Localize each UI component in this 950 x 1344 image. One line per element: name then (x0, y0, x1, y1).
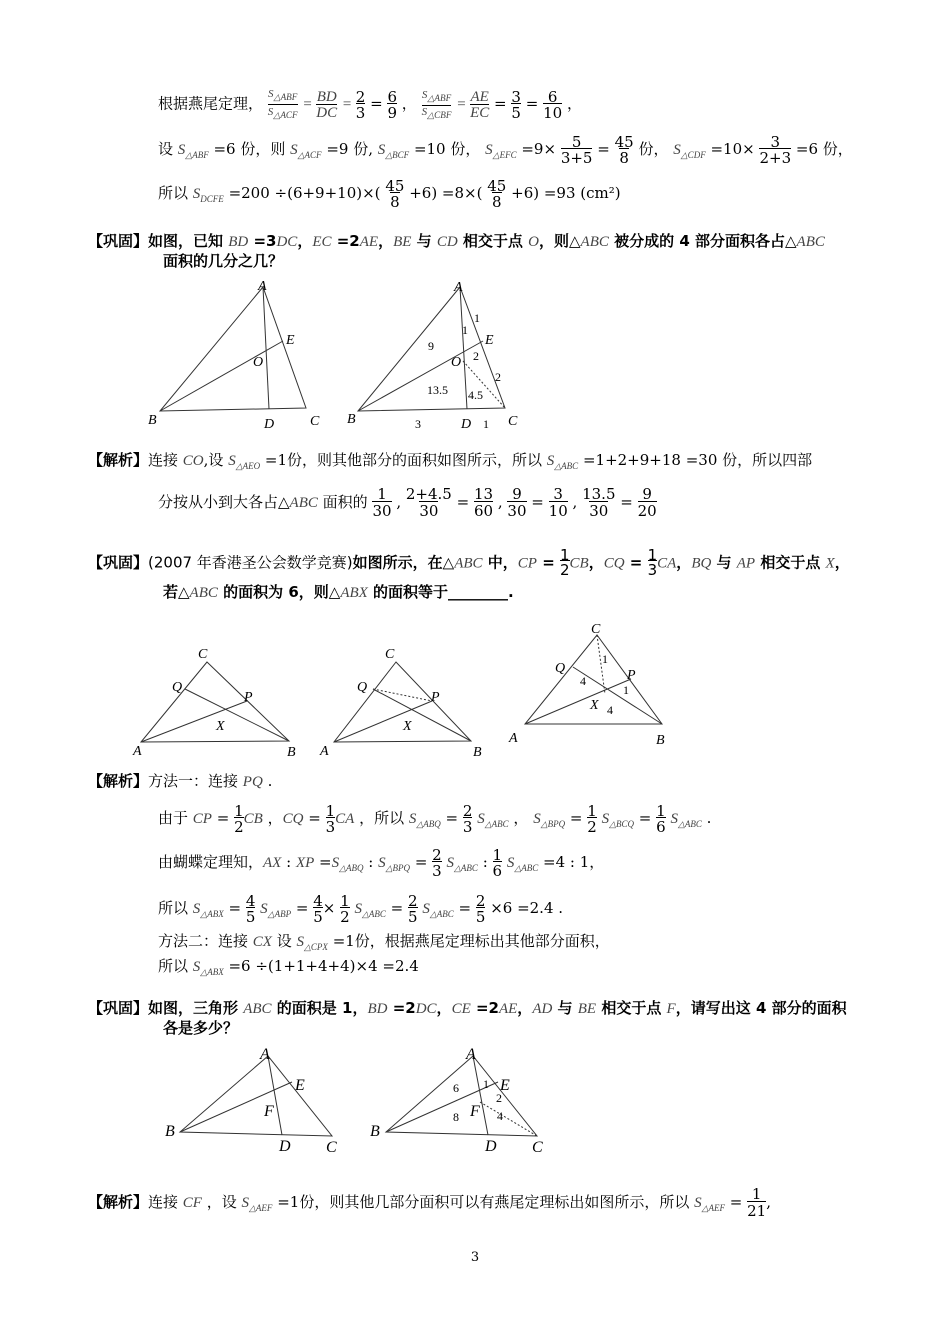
fig2b-label-q: Q (357, 680, 368, 695)
fig3a-label-f: F (264, 1103, 274, 1120)
page-number: 3 (470, 1250, 480, 1265)
fig3a-label-e: E (295, 1077, 305, 1094)
fig1b-num: 13.5 (427, 383, 448, 397)
fig2a-label-c: C (198, 647, 208, 662)
fig1a-label-e: E (286, 333, 295, 348)
fig1a-label-b: B (148, 413, 157, 428)
fig1a-label-a: A (258, 279, 267, 294)
line-total: 所以 $S_{DCFE} =200 \div(6+9+10)\times$( 45 8 +6) =8×( 45 8 +6) =93 (cm²) (158, 177, 621, 211)
fig2b-label-c: C (385, 647, 395, 662)
fig2c-label-b: B (656, 733, 665, 748)
figure-3 (160, 1040, 560, 1160)
fig3b-triangle (386, 1056, 537, 1136)
fig3b-label-a: A (466, 1046, 476, 1063)
solution-2-line-5: 方法二：连接 CX 设 $S_{\triangle CPX} =1$份，根据燕尾定理标出其他部分面积， (158, 932, 610, 952)
fig3b-label-e: E (500, 1077, 510, 1094)
fig2a-label-b: B (287, 745, 296, 760)
fig1b-num: 2 (473, 349, 479, 363)
fig2a-label-x: X (216, 719, 225, 734)
solution-1-line-1: 【解析】连接 CO,设 $S_{\triangle AEO} =1$份，则其他部分的面积如图所示，所以 $S_{\triangle ABC} =1+2+9+18 =30$ 份，所以四部 (88, 451, 813, 471)
fig1b-label-b: B (347, 412, 356, 427)
solution-1-line-2: 分按从小到大各占△ABC 面积的 1 30 , 2+4.5 30 = 13 60 , 9 30 = 3 10 , 13.5 30 = 9 20 (158, 485, 657, 520)
fig3b-num: 8 (453, 1110, 459, 1124)
solution-3-line-1: 【解析】连接 CF ，设 $S_{\triangle AEF} =1$份，则其他几部分面积可以有燕尾定理标出如图所示，所以 $S_{\triangle AEF} = 1$ 21, (88, 1185, 772, 1220)
fig2c-label-p: P (627, 668, 636, 683)
fig3b-label-f: F (470, 1103, 480, 1120)
fig1b-num: 4.5 (468, 388, 483, 402)
question-1-line-2: 面积的几分之几？ (163, 252, 284, 270)
solution-2-line-2: 由于 CP = 1 2CB ，CQ = 1 3CA ，所以 $S_{\triangle ABQ} = 2$ 3 $S_{\triangle ABC}$ ， $S_{\triangle BPQ} = 1$ 2 $S_{\triangle BCQ} = 1$ 6 $S_{\triangle ABC}$ . (158, 802, 712, 836)
fig1b-label-e: E (485, 333, 494, 348)
solution-2-line-4: 所以 $S_{\triangle ABX} = 4$ 5 $S_{\triangle ABP} = 4$ 5× 1 2 $S_{\triangle ABC} = 2$ 5 $S_{\triangle ABC} = 2$ 5 ×6 =2.4 . (158, 892, 564, 926)
fig2a-label-q: Q (172, 680, 183, 695)
fig2c-label-q: Q (555, 661, 566, 676)
fig1a-label-d: D (264, 417, 275, 432)
fig3b-label-d: D (485, 1138, 497, 1155)
fig2a-label-p: P (244, 690, 253, 705)
fig3b-label-c: C (532, 1139, 543, 1156)
fig2c-num: 4 (580, 674, 586, 688)
question-1-line-1: 【巩固】如图，已知 BD =3DC，EC =2AE，BE 与 CD 相交于点 O，则△ABC 被分成的 4 部分面积各占△ABC (88, 232, 825, 250)
fig2b-label-x: X (403, 719, 412, 734)
fig1b-label-a: A (454, 280, 463, 295)
fig1a-label-c: C (310, 414, 320, 429)
line-ratio: 根据燕尾定理， $S_{\triangle ABF}$ $S_{\triangle ACF}$ = BD DC = 2 3 = 6 9 ， $S_{\triangle ABF}$ $S_{\triangle CBF}$ = AE EC = 3 5 = 6 10 ， (158, 87, 582, 122)
fig3b-num: 6 (453, 1081, 459, 1095)
fig2c-label-a: A (509, 731, 518, 746)
fig1a-triangle (160, 287, 306, 411)
figure-1 (140, 278, 540, 433)
fig2c-num: 4 (607, 703, 613, 717)
fig2b-label-a: A (320, 744, 329, 759)
fig1b-num: 1 (462, 323, 468, 337)
fig2c-num: 1 (602, 652, 608, 666)
figure-2 (125, 612, 685, 762)
fig1b-label-d: D (461, 417, 472, 432)
fig3b-num: 1 (483, 1077, 489, 1091)
solution-2-line-1: 【解析】方法一：连接 PQ . (88, 772, 273, 790)
solution-2-line-3: 由蝴蝶定理知，AX : XP $=S_{\triangle ABQ}$ : $S_{\triangle BPQ} = 2$ 3 $S_{\triangle ABC}$ : 1 6 $S_{\triangle ABC} =4$ : 1， (158, 846, 605, 880)
fig1a-label-o: O (253, 355, 264, 370)
fig3a-triangle (180, 1056, 332, 1136)
fig1b-label-c: C (508, 414, 518, 429)
solution-2-line-6: 所以 $S_{\triangle ABX} =6 \div(1+1+4+4)\times 4 =2.4$ (158, 957, 419, 977)
fig3a-label-b: B (165, 1123, 175, 1140)
fig2c-num: 1 (623, 683, 629, 697)
question-2-line-1: 【巩固】(2007 年香港圣公会数学竞赛)如图所示，在△ABC 中，CP = 1 2CB，CQ = 1 3CA，BQ 与 AP 相交于点 X， (88, 546, 850, 579)
question-2-line-2: 若△ABC 的面积为 6，则△ABX 的面积等于________. (163, 583, 514, 601)
question-3-line-2: 各是多少？ (163, 1019, 239, 1037)
fig2c-label-c: C (591, 622, 601, 637)
fig1b-num: 3 (415, 417, 421, 431)
fig1b-num: 1 (474, 311, 480, 325)
fig2c-label-x: X (590, 698, 599, 713)
fig2a-label-a: A (133, 744, 142, 759)
fig1b-num: 2 (495, 370, 501, 384)
line-assign: 设 $S_{\triangle ABF} =6$ 份，则 $S_{\triangle ACF} =9$ 份, $S_{\triangle BCF} =10$ 份， $S_{\triangle EFC} =9\times 5$ 3+5 = 45 8 份， $S_{\triangle CDF} =10\times 3$ 2+3 =6 份， (158, 133, 853, 167)
fig1b-label-o: O (451, 355, 462, 370)
fig3a-label-d: D (279, 1138, 291, 1155)
fig2b-label-p: P (431, 690, 440, 705)
fig1b-num: 1 (483, 417, 489, 431)
fig1b-num: 9 (428, 339, 434, 353)
fig2b-label-b: B (473, 745, 482, 760)
question-3-line-1: 【巩固】如图，三角形 ABC 的面积是 1，BD =2DC，CE =2AE，AD 与 BE 相交于点 F，请写出这 4 部分的面积 (88, 999, 847, 1017)
fig3a-label-c: C (326, 1139, 337, 1156)
fig3b-label-b: B (370, 1123, 380, 1140)
fig3a-label-a: A (260, 1046, 270, 1063)
fig3b-num: 2 (496, 1091, 502, 1105)
fig3b-num: 4 (497, 1109, 503, 1123)
